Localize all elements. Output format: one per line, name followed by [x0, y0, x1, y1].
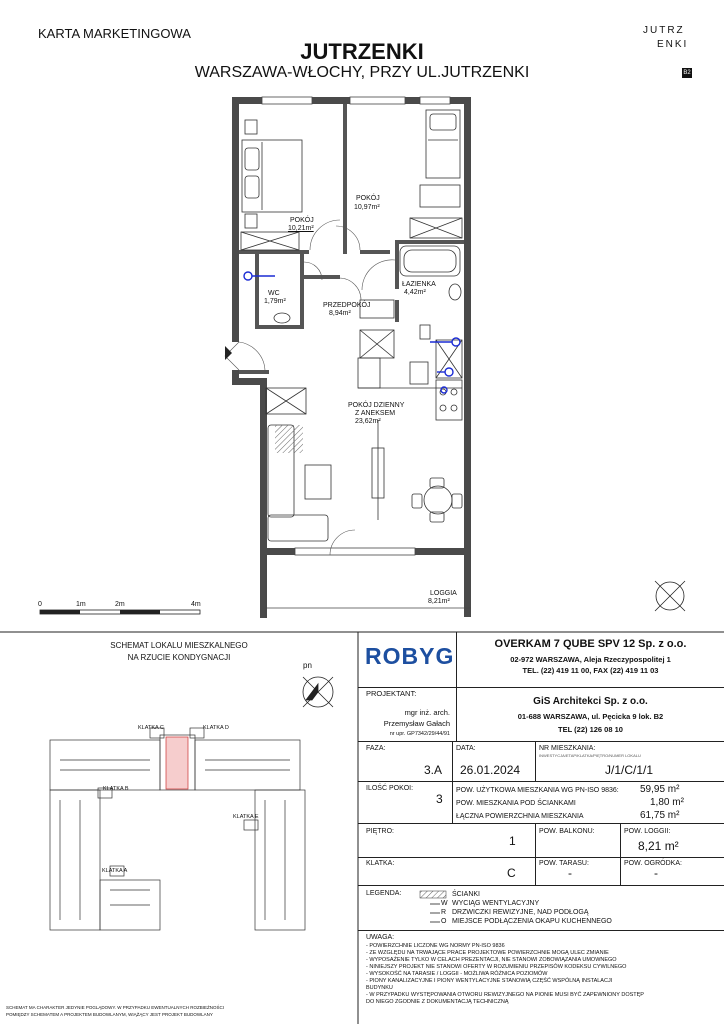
scale-bar	[40, 610, 200, 614]
legend-label: LEGENDA:	[366, 890, 402, 897]
room-4-name: ŁAZIENKA	[402, 281, 436, 288]
north-arrow-bottom	[303, 677, 333, 707]
designer-firm: GiS Architekci Sp. z o.o.	[533, 696, 648, 707]
designer-person-2: Przemysław Gałach	[383, 719, 450, 728]
robyg-logo: ROBYG	[365, 643, 455, 669]
double-bed	[242, 120, 302, 228]
entrance-arrow	[225, 346, 232, 360]
loggia-label: POW. LOGGII:	[624, 828, 671, 835]
pu-value: 59,95 m²	[640, 784, 680, 795]
klatka-a-label: KLATKA A	[102, 868, 128, 874]
schema-title-2: NA RZUCIE KONDYGNACJI	[127, 653, 231, 662]
klatka-c-label: KLATKA C	[138, 725, 164, 731]
room-7-name: LOGGIA	[430, 590, 457, 597]
note-4: - NINIEJSZY PROJEKT NIE STANOWI OFERTY W ROZUMIENIU PRZEPISÓW KODEKSU CYWILNEGO	[366, 964, 627, 970]
room-2-name: POKÓJ	[356, 195, 380, 202]
legend-item-1-text: ŚCIANKI	[452, 891, 481, 898]
legend-item-2-sym: W	[441, 900, 448, 907]
project-title: JUTRZENKI	[300, 39, 424, 64]
faza-value: 3.A	[424, 763, 443, 777]
data-value: 26.01.2024	[460, 763, 521, 777]
card-label: KARTA MARKETINGOWA	[38, 26, 191, 41]
room-7-area: 8,21m²	[428, 598, 450, 605]
legend-item-2-text: WYCIĄG WENTYLACYJNY	[452, 900, 540, 907]
company-name: OVERKAM 7 QUBE SPV 12 Sp. z o.o.	[494, 638, 687, 650]
room-6-name: POKÓJ DZIENNY	[348, 402, 405, 409]
nr-value: J/1/C/1/1	[605, 763, 654, 777]
note-2: - ZE WZGLĘDU NA TRWAJĄCE PRACE PROJEKTOWE POWIERZCHNIE MOGĄ ULEC ZMIANIE	[366, 950, 609, 956]
company-phone: TEL. (22) 419 11 00, FAX (22) 419 11 03	[522, 666, 659, 675]
note-9: DO NIEGO ZGODNIE Z DOKUMENTACJĄ TECHNICZNĄ	[366, 999, 509, 1005]
designer-person-1: mgr inż. arch.	[404, 708, 450, 717]
loggia	[266, 555, 471, 618]
legend-item-4-text: MIEJSCE PODŁĄCZENIA OKAPU KUCHENNEGO	[452, 918, 612, 925]
wardrobes	[241, 218, 462, 414]
single-bed	[420, 110, 460, 207]
legend-item-4-sym: O	[441, 918, 447, 925]
note-1: - POWIERZCHNIE LICZONE WG NORMY PN-ISO 9836	[366, 943, 505, 949]
north-label: pn	[303, 661, 312, 670]
logo-line2: ENKI	[657, 39, 689, 50]
klatka-e-label: KLATKA E	[233, 814, 259, 820]
logo-line1: JUTRZ	[643, 25, 685, 36]
scale-label-2: 2m	[115, 601, 125, 608]
legend-hatch	[420, 891, 446, 898]
pietro-value: 1	[509, 834, 516, 848]
pu-label: POW. UŻYTKOWA MIESZKANIA WG PN-ISO 9836:	[456, 787, 619, 794]
ps-label: POW. MIESZKANIA POD ŚCIANKAMI	[456, 800, 576, 807]
schema-title-1: SCHEMAT LOKALU MIESZKALNEGO	[110, 641, 248, 650]
klatka-d-label: KLATKA D	[203, 725, 229, 731]
balkon-label: POW. BALKONU:	[539, 828, 595, 835]
door-swings	[225, 220, 395, 555]
room-6-name2: Z ANEKSEM	[355, 410, 396, 417]
logo-badge: B2	[683, 70, 691, 76]
ogrodek-value: -	[654, 866, 658, 880]
scale-label-1: 1m	[76, 601, 86, 608]
designer-firm-tel: TEL (22) 126 08 10	[558, 725, 623, 734]
ogrodek-label: POW. OGRÓDKA:	[624, 860, 682, 867]
pl-value: 61,75 m²	[640, 810, 680, 821]
note-7: BUDYNKU	[366, 985, 393, 991]
room-5-area: 8,94m²	[329, 310, 351, 317]
room-6-area: 23,62m²	[355, 418, 381, 425]
room-3-name: WC	[268, 290, 280, 297]
designer-person-3: nr upr. GP7342/29/44/91	[389, 731, 450, 737]
note-8: - W PRZYPADKU WYSTĘPOWANIA OTWORU REWIZYJNEGO NA PIONIE MUSI BYĆ ZAPEWNIONY DOSTĘP	[366, 992, 644, 998]
north-arrow-top	[655, 581, 685, 611]
nr-label: NR MIESZKANIA:	[539, 745, 596, 752]
nr-sub: INWESTYCJA/ETAP/KLATKA/PIĘTRO/NUMER LOKALU	[539, 753, 641, 758]
note-6: - PIONY KANALIZACYJNE I PIONY WENTYLACYJNE STANOWIĄ CZĘŚĆ WSPÓLNĄ INSTALACJI	[366, 978, 613, 984]
company-address: 02-972 WARSZAWA, Aleja Rzeczypospolitej 1	[510, 655, 671, 664]
loggia-value: 8,21 m²	[638, 839, 679, 853]
pokoje-value: 3	[436, 792, 443, 806]
project-subtitle: WARSZAWA-WŁOCHY, PRZY UL.JUTRZENKI	[194, 64, 530, 81]
taras-label: POW. TARASU:	[539, 860, 589, 867]
faza-label: FAZA:	[366, 745, 386, 752]
data-label: DATA:	[456, 745, 476, 752]
legend-item-3-sym: R	[441, 909, 447, 916]
room-2-area: 10,97m²	[354, 204, 380, 211]
schema-disclaimer-1: SCHEMAT MA CHARAKTER JEDYNIE POGLĄDOWY. W PRZYPADKU EWENTUALNYCH ROZBIEŻNOŚCI	[6, 1005, 224, 1010]
note-3: - WYPOSAŻENIE TYLKO W CELACH PREZENTACJI, NIE STANOWI ZOBOWIĄZANIA UMOWNEGO	[366, 957, 617, 963]
ps-value: 1,80 m²	[650, 797, 684, 808]
scale-label-3: 4m	[191, 601, 201, 608]
legend-item-3-text: DRZWICZKI REWIZYJNE, NAD PODŁOGĄ	[452, 909, 589, 916]
legend-arrows	[430, 904, 440, 922]
room-5-name: PRZEDPOKÓJ	[323, 302, 371, 309]
note-5: - WYSOKOŚĆ NA TARASIE / LOGGII - MOŻLIWA RÓŻNICA POZIOMÓW	[366, 971, 548, 977]
room-1-area: 10,21m²	[288, 225, 314, 232]
pietro-label: PIĘTRO:	[366, 828, 395, 835]
klatka-b-label: KLATKA B	[103, 786, 129, 792]
living-furniture	[268, 420, 462, 541]
pl-label: ŁĄCZNA POWIERZCHNIA MIESZKANIA	[456, 813, 584, 820]
pokoje-label: ILOŚĆ POKOI:	[366, 785, 414, 792]
schema-disclaimer-2: POMIĘDZY SCHEMATEM A PROJEKTEM BUDOWLANYM, WIĄŻĄCY JEST PROJEKT BUDOWLANY	[6, 1012, 213, 1017]
designer-firm-addr: 01-688 WARSZAWA, ul. Pęcicka 9 lok. B2	[517, 712, 664, 721]
room-3-area: 1,79m²	[264, 298, 286, 305]
klatka-value: C	[507, 866, 516, 880]
designer-label: PROJEKTANT:	[366, 689, 417, 698]
room-4-area: 4,42m²	[404, 289, 426, 296]
scale-label-0: 0	[38, 601, 42, 608]
taras-value: -	[568, 866, 572, 880]
notes-label: UWAGA:	[366, 934, 395, 941]
room-1-name: POKÓJ	[290, 217, 314, 224]
outer-walls	[232, 97, 471, 618]
klatka-label: KLATKA:	[366, 860, 395, 867]
key-plan	[50, 725, 305, 930]
